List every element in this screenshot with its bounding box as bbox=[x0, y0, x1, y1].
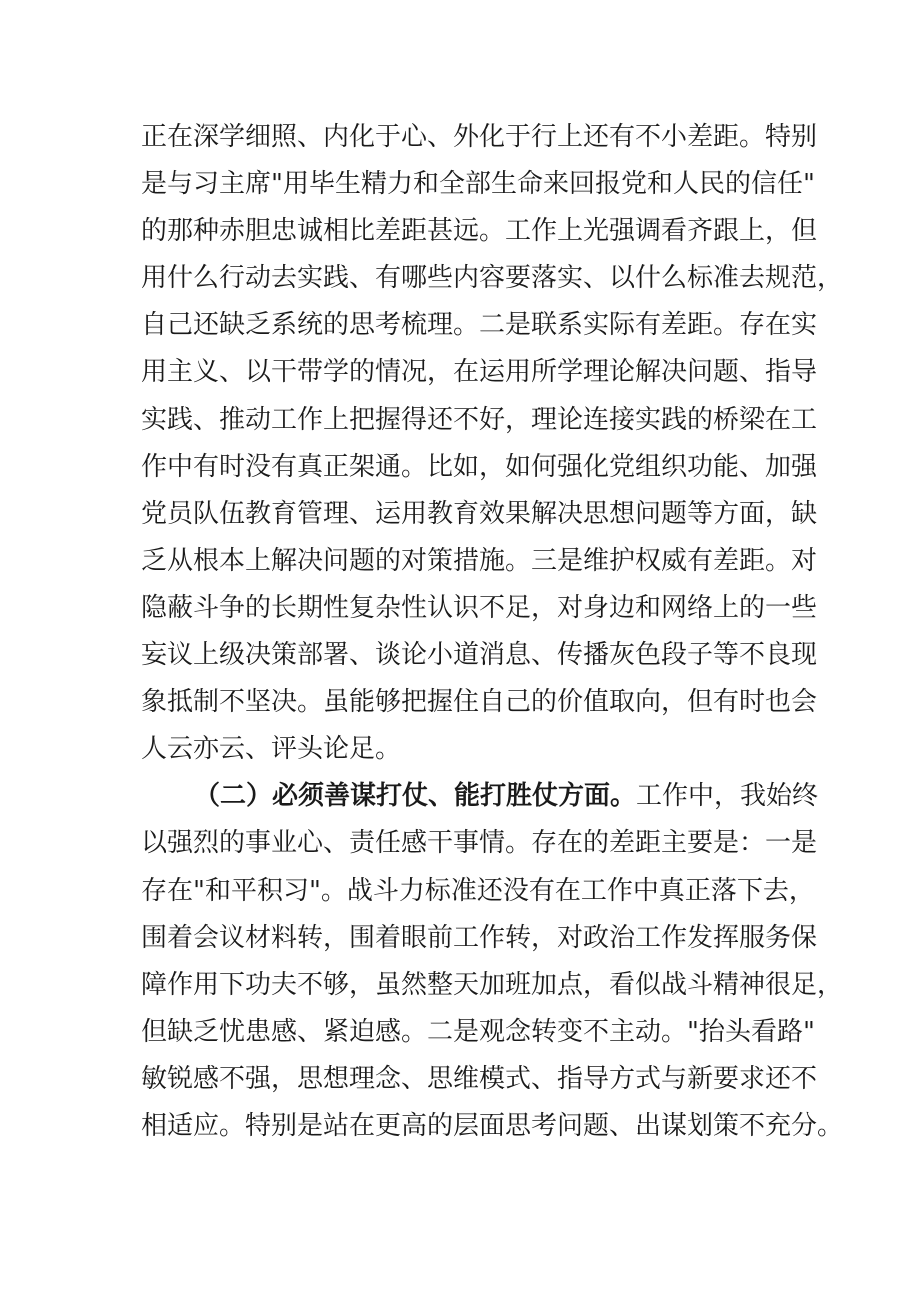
text-line: 但缺乏忧患感、紧迫感。二是观念转变不主动。"抬头看路" bbox=[141, 1016, 815, 1047]
text-line: 用什么行动去实践、有哪些内容要落实、以什么标准去规范， bbox=[141, 263, 844, 294]
text-line: 实践、推动工作上把握得还不好，理论连接实践的桥梁在工 bbox=[141, 404, 818, 435]
section-heading-line bbox=[141, 773, 819, 820]
text-line: 存在"和平积习"。战斗力标准还没有在工作中真正落下去， bbox=[141, 875, 815, 906]
body-text bbox=[141, 114, 844, 1150]
text-line: 妄议上级决策部署、谈论小道消息、传播灰色段子等不良现 bbox=[141, 640, 818, 671]
section-heading: （二）必须善谋打仗、能打胜仗方面。 bbox=[194, 781, 637, 812]
text-line: 以强烈的事业心、责任感干事情。存在的差距主要是：一是 bbox=[141, 828, 818, 859]
text-line: 作中有时没有真正架通。比如，如何强化党组织功能、加强 bbox=[141, 451, 818, 482]
text-line: 乏从根本上解决问题的对策措施。三是维护权威有差距。对 bbox=[141, 545, 818, 576]
text-line: 自己还缺乏系统的思考梳理。二是联系实际有差距。存在实 bbox=[141, 310, 818, 341]
text-line: 党员队伍教育管理、运用教育效果解决思想问题等方面，缺 bbox=[141, 498, 818, 529]
paragraph-2 bbox=[141, 773, 844, 1150]
text-line: 敏锐感不强，思想理念、思维模式、指导方式与新要求还不 bbox=[141, 1063, 818, 1094]
text-line: 是与习主席"用毕生精力和全部生命来回报党和人民的信任" bbox=[141, 169, 815, 200]
text-line: 相适应。特别是站在更高的层面思考问题、出谋划策不充分。 bbox=[141, 1110, 844, 1141]
paragraph-1 bbox=[141, 114, 844, 773]
text-line: 象抵制不坚决。虽能够把握住自己的价值取向，但有时也会 bbox=[141, 687, 818, 718]
text-line: 的那种赤胆忠诚相比差距甚远。工作上光强调看齐跟上，但 bbox=[141, 216, 818, 247]
text-line: 隐蔽斗争的长期性复杂性认识不足，对身边和网络上的一些 bbox=[141, 592, 818, 623]
text-line: 正在深学细照、内化于心、外化于行上还有不小差距。特别 bbox=[141, 122, 818, 152]
text-line: 围着会议材料转，围着眼前工作转，对政治工作发挥服务保 bbox=[141, 922, 818, 953]
heading-line-rest: 工作中，我始终 bbox=[636, 781, 819, 812]
text-line: 障作用下功夫不够，虽然整天加班加点，看似战斗精神很足， bbox=[141, 969, 844, 1000]
text-line: 用主义、以干带学的情况，在运用所学理论解决问题、指导 bbox=[141, 357, 818, 388]
text-line: 人云亦云、评头论足。 bbox=[141, 734, 402, 765]
